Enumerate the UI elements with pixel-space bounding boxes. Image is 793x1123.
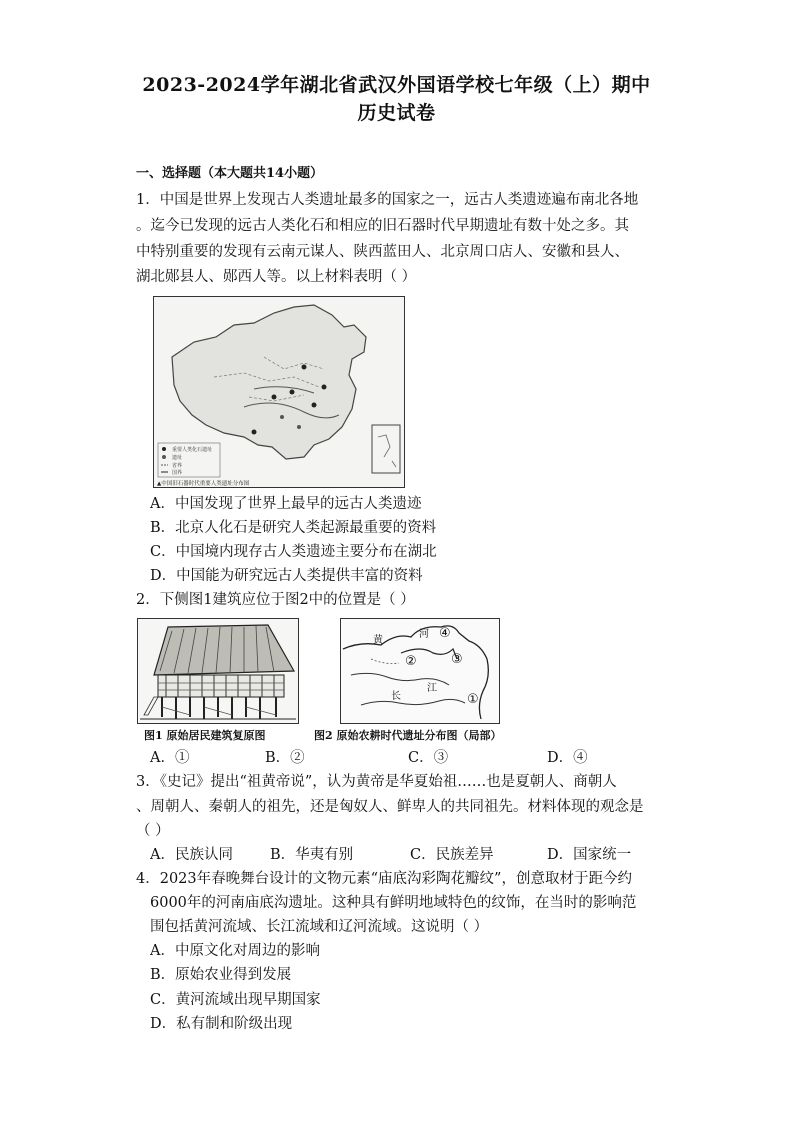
question-text-line: 6000年的河南庙底沟遗址。这种具有鲜明地域特色的纹饰，在当时的影响范: [150, 895, 637, 911]
map-label-he: 河: [419, 629, 429, 640]
option-d[interactable]: D．国家统一: [547, 847, 632, 863]
option-b[interactable]: B．华夷有别: [270, 847, 354, 863]
question-text-line: 、周朝人、秦朝人的祖先，还是匈奴人、鲜卑人的共同祖先。材料体现的观念是: [136, 799, 644, 815]
question-text-line: 4．2023年春晚舞台设计的文物元素“庙底沟彩陶花瓣纹”，创意取材于距今约: [136, 871, 632, 887]
marker-3: ③: [451, 652, 463, 667]
map-legend-label: 重要人类化石遗址: [172, 447, 213, 453]
china-map-image: [154, 297, 404, 487]
option-a[interactable]: A．①: [150, 750, 190, 766]
question-text-line: （ ）: [136, 823, 170, 839]
option-a[interactable]: A．中原文化对周边的影响: [150, 943, 320, 959]
agriculture-map-figure: [340, 618, 500, 724]
exam-title-line1: 2023-2024学年湖北省武汉外国语学校七年级（上）期中: [142, 74, 651, 96]
question-text-line: 湖北郧县人、郧西人等。以上材料表明（ ）: [136, 269, 417, 285]
option-c[interactable]: C．民族差异: [410, 847, 494, 863]
map-label-huang: 黄: [373, 635, 383, 646]
agriculture-map-image: [341, 619, 499, 723]
option-d[interactable]: D．中国能为研究远古人类提供丰富的资料: [150, 568, 423, 584]
option-a[interactable]: A．民族认同: [150, 847, 233, 863]
option-c[interactable]: C．黄河流域出现早期国家: [150, 992, 321, 1008]
question-text-line: 2．下侧图1建筑应位于图2中的位置是（ ）: [136, 592, 415, 608]
marker-1: ①: [467, 692, 479, 707]
map-legend-label: 国界: [172, 470, 183, 476]
stilt-house-figure: [137, 618, 299, 724]
exam-title-line2: 历史试卷: [357, 102, 436, 124]
option-d[interactable]: D．④: [547, 750, 588, 766]
option-a[interactable]: A．中国发现了世界上最早的远古人类遗迹: [150, 496, 422, 512]
figure-1-caption: 图1 原始居民建筑复原图: [144, 729, 266, 742]
option-c[interactable]: C．③: [408, 750, 449, 766]
stilt-house-image: [138, 619, 298, 723]
option-b[interactable]: B．原始农业得到发展: [150, 967, 292, 983]
question-text-line: 3．《史记》提出“祖黄帝说”，认为黄帝是华夏始祖……也是夏朝人、商朝人: [136, 774, 617, 790]
question-text-line: 。迄今已发现的远古人类化石和相应的旧石器时代早期遗址有数十处之多。其: [136, 218, 629, 234]
marker-2: ②: [405, 654, 417, 669]
option-d[interactable]: D．私有制和阶级出现: [150, 1016, 293, 1032]
option-c[interactable]: C．中国境内现存古人类遗迹主要分布在湖北: [150, 544, 437, 560]
question-text-line: 围包括黄河流域、长江流域和辽河流域。这说明（ ）: [150, 919, 489, 935]
option-b[interactable]: B．北京人化石是研究人类起源最重要的资料: [150, 520, 437, 536]
question-text-line: 1．中国是世界上发现古人类遗址最多的国家之一，远古人类遗迹遍布南北各地: [136, 192, 639, 208]
map-legend-label: 遗址: [172, 455, 183, 461]
section-heading: 一、选择题（本大题共14小题）: [136, 166, 324, 181]
figure-2-caption: 图2 原始农耕时代遗址分布图（局部）: [314, 729, 502, 742]
china-map-figure: [153, 296, 405, 488]
map-label-jiang: 江: [427, 683, 437, 694]
map-label-chang: 长: [391, 691, 401, 702]
map-caption: ▲中国旧石器时代重要人类遗址分布图: [157, 481, 250, 487]
marker-4: ④: [439, 626, 451, 641]
question-text-line: 中特别重要的发现有云南元谋人、陕西蓝田人、北京周口店人、安徽和县人、: [136, 244, 629, 260]
option-b[interactable]: B．②: [265, 750, 305, 766]
map-legend-label: 省界: [172, 463, 183, 469]
